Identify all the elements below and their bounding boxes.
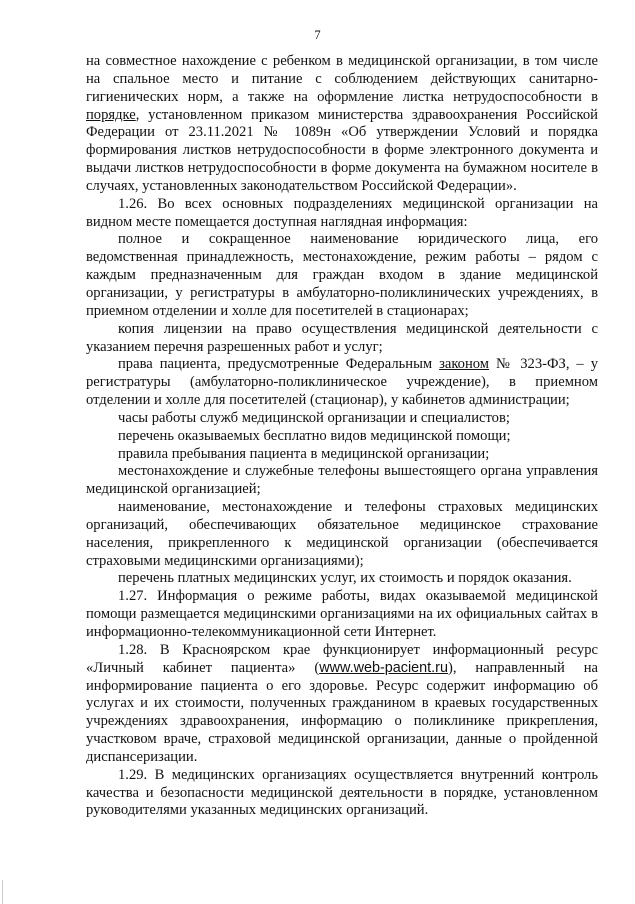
- info-item-free-care: перечень оказываемых бесплатно видов медицинской помощи;: [118, 427, 511, 444]
- info-item-rules: правила пребывания пациента в медицинской организации;: [118, 445, 490, 462]
- info-item-insurers: наименование, местонахождение и телефоны страховых медицинских организаций, обеспечивающих обязательное медицинское страхование населения, прикрепленного к медицинской организации (обеспечивается страховыми медицинскими организациями);: [86, 499, 598, 569]
- paragraph-text: права пациента, предусмотренные Федеральным: [118, 356, 440, 373]
- paragraph-1-26: 1.26. Во всех основных подразделениях медицинской организации на видном месте помещается доступная наглядная информация:: [86, 195, 598, 230]
- info-item-license: копия лицензии на право осуществления медицинской деятельности с указанием перечня разрешенных работ и услуг;: [86, 320, 598, 355]
- paragraph-1-29: 1.29. В медицинских организациях осуществляется внутренний контроль качества и безопасности медицинской деятельности в порядке, установленном руководителями указанных медицинских организаций.: [86, 766, 598, 819]
- paragraph-text: № 323-ФЗ, – у регистратуры (амбулаторно-поликлиническое учреждение), в приемном отделении и холле для посетителей (стационар), у кабинетов администрации;: [86, 356, 598, 409]
- document-body: [86, 53, 598, 820]
- info-item-patient-rights: [86, 356, 598, 410]
- info-item-authority: местонахождение и служебные телефоны вышестоящего органа управления медицинской организацией;: [86, 463, 598, 498]
- law-link[interactable]: законом: [439, 356, 490, 373]
- page-number: 7: [314, 28, 321, 42]
- website-link[interactable]: www.web-pacient.ru: [319, 659, 448, 676]
- paragraph-1-27: 1.27. Информация о режиме работы, видах оказываемой медицинской помощи размещается медицинскими организациями на их официальных сайтах в информационно-телекоммуникационной сети Интернет.: [86, 588, 598, 640]
- info-item-hours: часы работы служб медицинской организации и специалистов;: [118, 409, 510, 426]
- info-item-name: полное и сокращенное наименование юридического лица, его ведомственная принадлежность, местонахождение, режим работы – рядом с каждым предназначенным для граждан входом в здание медицинской организации, у регистратуры в амбулаторно-поликлинических учреждениях, в приемном отделении и холле для посетителей в стационарах;: [86, 231, 598, 319]
- info-item-paid-services: перечень платных медицинских услуг, их стоимость и порядок оказания.: [118, 570, 572, 587]
- paragraph-continuation: [86, 53, 598, 196]
- paragraph-1-28: [86, 642, 598, 767]
- paragraph-text: на совместное нахождение с ребенком в медицинской организации, в том числе на спальное место и питание с соблюдением действующих санитарно-гигиенических норм, а также на оформление листка нетрудоспособности в: [86, 53, 598, 105]
- order-link[interactable]: порядке: [86, 106, 136, 123]
- paragraph-text: , установленном приказом министерства здравоохранения Российской Федерации от 23.11.2021 № 1089н «Об утверждении Условий и порядка формирования листков нетрудоспособности в форме электронного документа и выдачи листков нетрудоспособности в форме документа на бумажном носителе в случаях, установленных законодательством Российской Федерации».: [86, 106, 598, 194]
- paragraph-text: ), направленный на информирование пациента о его здоровье. Ресурс содержит информацию об услугах и их стоимости, полученных гражданином в краевых государственных учреждениях здравоохранения, информацию о поликлинике прикрепления, участковом враче, страховой медицинской организации, данные о пройденной диспансеризации.: [86, 659, 598, 765]
- paragraph-text: 1.28. В Красноярском крае функционирует информационный ресурс «Личный кабинет пациента» (: [86, 641, 598, 676]
- scan-edge: [2, 880, 3, 904]
